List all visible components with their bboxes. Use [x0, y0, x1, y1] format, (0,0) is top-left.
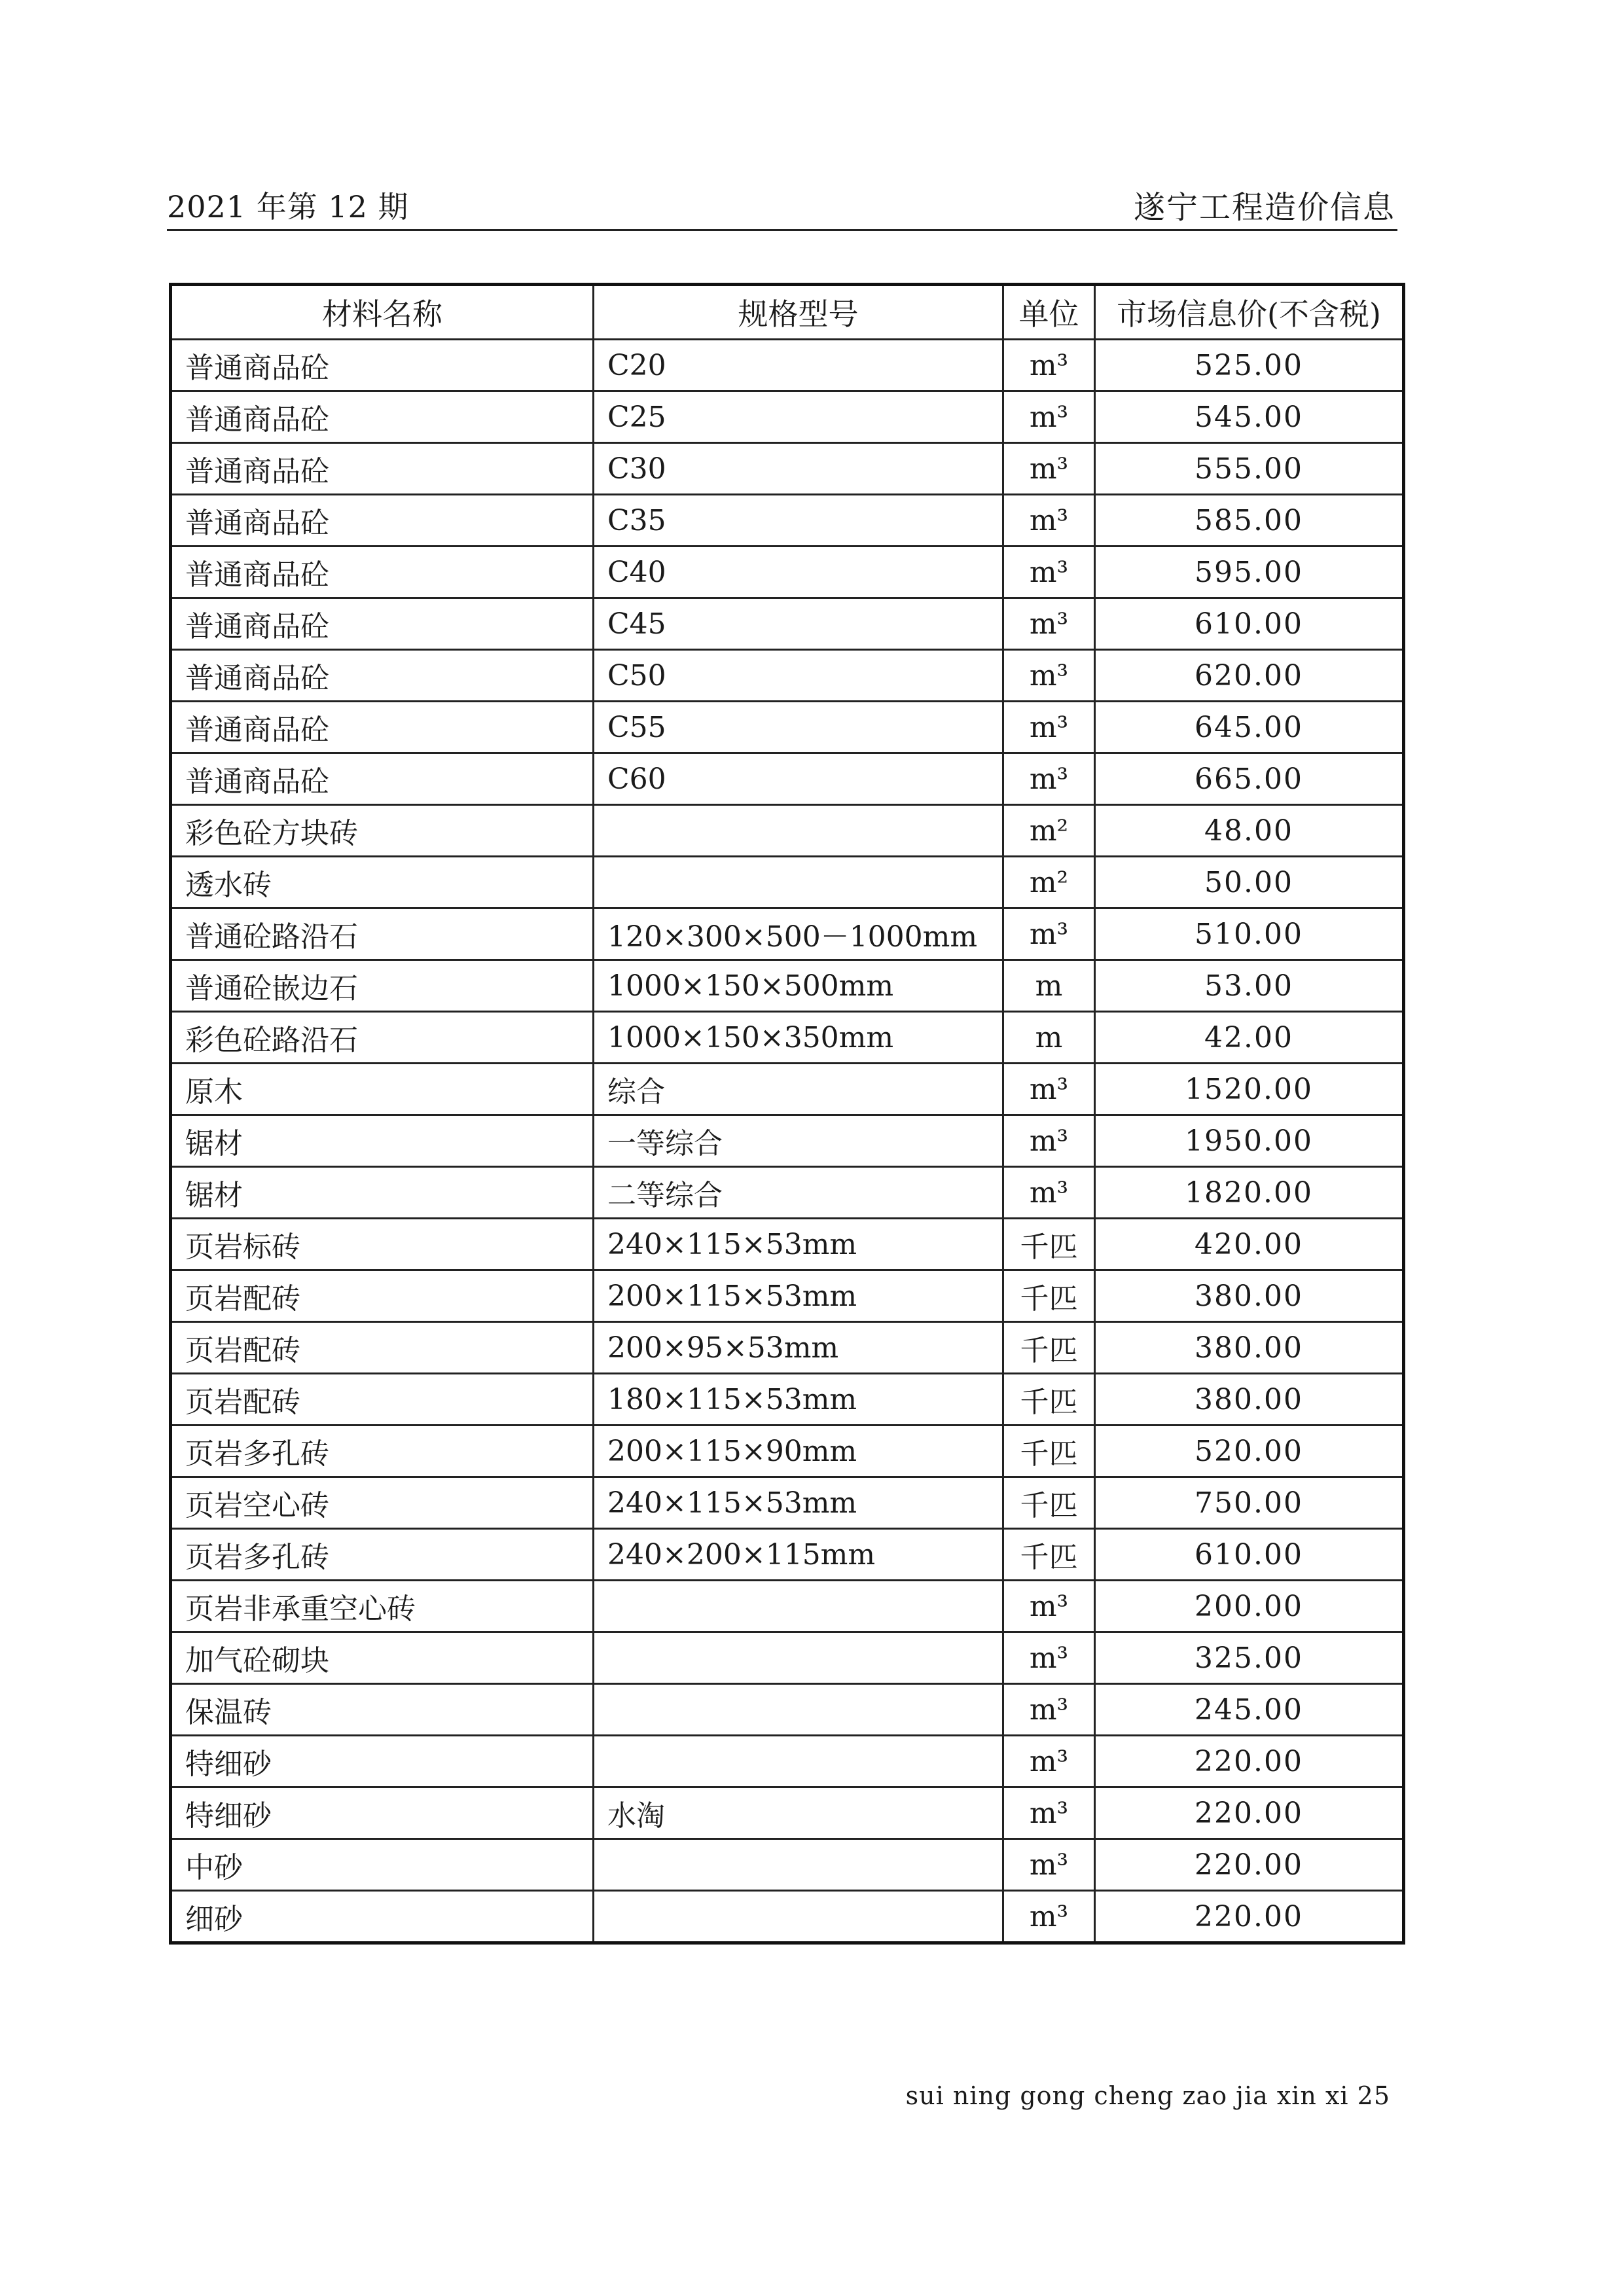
price-cell: 1950.00: [1095, 1115, 1404, 1167]
table-row: [171, 1426, 1404, 1477]
material-name-cell: 特细砂: [171, 1736, 594, 1787]
material-name-cell: 页岩多孔砖: [171, 1426, 594, 1477]
price-cell: 200.00: [1095, 1581, 1404, 1632]
material-name-cell: 普通砼嵌边石: [171, 960, 594, 1012]
table-row: [171, 547, 1404, 598]
material-name-cell: 透水砖: [171, 857, 594, 908]
table-row: [171, 443, 1404, 495]
spec-cell: [594, 857, 1003, 908]
material-name-cell: 页岩非承重空心砖: [171, 1581, 594, 1632]
material-name-cell: 特细砂: [171, 1787, 594, 1839]
table-row: [171, 391, 1404, 443]
spec-cell: [594, 1839, 1003, 1891]
price-cell: 595.00: [1095, 547, 1404, 598]
spec-cell: C20: [594, 340, 1003, 391]
footer-page-label: sui ning gong cheng zao jia xin xi 25: [905, 2081, 1390, 2110]
unit-cell: 千匹: [1003, 1426, 1095, 1477]
price-cell: 220.00: [1095, 1891, 1404, 1943]
material-name-cell: 原木: [171, 1064, 594, 1115]
table-row: [171, 753, 1404, 805]
table-row: [171, 1736, 1404, 1787]
price-cell: 620.00: [1095, 650, 1404, 702]
unit-cell: 千匹: [1003, 1270, 1095, 1322]
spec-cell: C60: [594, 753, 1003, 805]
price-cell: 50.00: [1095, 857, 1404, 908]
price-cell: 42.00: [1095, 1012, 1404, 1064]
column-header-price: 市场信息价(不含税): [1095, 285, 1404, 340]
table-row: [171, 1064, 1404, 1115]
spec-cell: 180×115×53mm: [594, 1374, 1003, 1426]
material-name-cell: 锯材: [171, 1115, 594, 1167]
unit-cell: 千匹: [1003, 1219, 1095, 1270]
unit-cell: m³: [1003, 702, 1095, 753]
spec-cell: [594, 1684, 1003, 1736]
material-name-cell: 普通商品砼: [171, 391, 594, 443]
price-cell: 380.00: [1095, 1270, 1404, 1322]
price-cell: 645.00: [1095, 702, 1404, 753]
price-cell: 525.00: [1095, 340, 1404, 391]
column-header-unit: 单位: [1003, 285, 1095, 340]
spec-cell: [594, 1891, 1003, 1943]
spec-cell: 200×115×53mm: [594, 1270, 1003, 1322]
material-name-cell: 页岩配砖: [171, 1374, 594, 1426]
price-cell: 220.00: [1095, 1787, 1404, 1839]
spec-cell: C25: [594, 391, 1003, 443]
material-name-cell: 页岩配砖: [171, 1270, 594, 1322]
material-name-cell: 普通商品砼: [171, 702, 594, 753]
spec-cell: [594, 805, 1003, 857]
price-cell: 420.00: [1095, 1219, 1404, 1270]
unit-cell: 千匹: [1003, 1322, 1095, 1374]
unit-cell: m³: [1003, 495, 1095, 547]
unit-cell: m³: [1003, 1839, 1095, 1891]
material-name-cell: 彩色砼路沿石: [171, 1012, 594, 1064]
material-name-cell: 页岩空心砖: [171, 1477, 594, 1529]
price-cell: 380.00: [1095, 1322, 1404, 1374]
table-row: [171, 857, 1404, 908]
price-cell: 380.00: [1095, 1374, 1404, 1426]
spec-cell: C35: [594, 495, 1003, 547]
spec-cell: 240×115×53mm: [594, 1477, 1003, 1529]
material-name-cell: 中砂: [171, 1839, 594, 1891]
table-row: [171, 495, 1404, 547]
price-cell: 220.00: [1095, 1736, 1404, 1787]
material-name-cell: 页岩配砖: [171, 1322, 594, 1374]
table-row: [171, 598, 1404, 650]
unit-cell: m³: [1003, 908, 1095, 960]
spec-cell: 水淘: [594, 1787, 1003, 1839]
unit-cell: m³: [1003, 547, 1095, 598]
price-cell: 750.00: [1095, 1477, 1404, 1529]
header-divider: [167, 229, 1397, 231]
price-cell: 510.00: [1095, 908, 1404, 960]
spec-cell: 二等综合: [594, 1167, 1003, 1219]
unit-cell: m³: [1003, 598, 1095, 650]
price-cell: 53.00: [1095, 960, 1404, 1012]
price-cell: 665.00: [1095, 753, 1404, 805]
unit-cell: m³: [1003, 1684, 1095, 1736]
table-header-row: [171, 285, 1404, 340]
unit-cell: m³: [1003, 391, 1095, 443]
issue-label: 2021 年第 12 期: [167, 189, 409, 224]
price-cell: 48.00: [1095, 805, 1404, 857]
price-cell: 610.00: [1095, 1529, 1404, 1581]
unit-cell: m³: [1003, 1787, 1095, 1839]
material-name-cell: 保温砖: [171, 1684, 594, 1736]
table-row: [171, 1322, 1404, 1374]
material-name-cell: 加气砼砌块: [171, 1632, 594, 1684]
material-name-cell: 细砂: [171, 1891, 594, 1943]
unit-cell: m³: [1003, 1115, 1095, 1167]
unit-cell: m³: [1003, 1736, 1095, 1787]
spec-cell: [594, 1736, 1003, 1787]
price-cell: 1820.00: [1095, 1167, 1404, 1219]
material-name-cell: 锯材: [171, 1167, 594, 1219]
material-name-cell: 普通砼路沿石: [171, 908, 594, 960]
spec-cell: 200×95×53mm: [594, 1322, 1003, 1374]
table-row: [171, 702, 1404, 753]
price-cell: 555.00: [1095, 443, 1404, 495]
table-row: [171, 805, 1404, 857]
material-name-cell: 页岩标砖: [171, 1219, 594, 1270]
spec-cell: C50: [594, 650, 1003, 702]
price-cell: 1520.00: [1095, 1064, 1404, 1115]
unit-cell: m³: [1003, 443, 1095, 495]
material-name-cell: 普通商品砼: [171, 753, 594, 805]
table-row: [171, 1374, 1404, 1426]
material-name-cell: 普通商品砼: [171, 443, 594, 495]
spec-cell: [594, 1632, 1003, 1684]
price-cell: 245.00: [1095, 1684, 1404, 1736]
table-row: [171, 340, 1404, 391]
unit-cell: m³: [1003, 1167, 1095, 1219]
unit-cell: m³: [1003, 753, 1095, 805]
table-body: [171, 340, 1404, 1943]
publication-title: 遂宁工程造价信息: [1133, 189, 1395, 226]
unit-cell: 千匹: [1003, 1529, 1095, 1581]
spec-cell: 200×115×90mm: [594, 1426, 1003, 1477]
table-row: [171, 908, 1404, 960]
material-price-table: [169, 283, 1405, 1945]
table-row: [171, 960, 1404, 1012]
spec-cell: 120×300×500－1000mm: [594, 908, 1003, 960]
spec-cell: C30: [594, 443, 1003, 495]
spec-cell: 综合: [594, 1064, 1003, 1115]
spec-cell: C40: [594, 547, 1003, 598]
table-row: [171, 1581, 1404, 1632]
table-row: [171, 1787, 1404, 1839]
unit-cell: m³: [1003, 650, 1095, 702]
table-row: [171, 1167, 1404, 1219]
column-header-name: 材料名称: [171, 285, 594, 340]
table-row: [171, 1891, 1404, 1943]
spec-cell: 1000×150×350mm: [594, 1012, 1003, 1064]
table-row: [171, 1684, 1404, 1736]
unit-cell: m³: [1003, 1064, 1095, 1115]
price-cell: 220.00: [1095, 1839, 1404, 1891]
table-row: [171, 1839, 1404, 1891]
spec-cell: 一等综合: [594, 1115, 1003, 1167]
unit-cell: m²: [1003, 805, 1095, 857]
table-row: [171, 1115, 1404, 1167]
unit-cell: m²: [1003, 857, 1095, 908]
price-cell: 610.00: [1095, 598, 1404, 650]
material-name-cell: 页岩多孔砖: [171, 1529, 594, 1581]
material-name-cell: 普通商品砼: [171, 547, 594, 598]
material-name-cell: 彩色砼方块砖: [171, 805, 594, 857]
table-row: [171, 1012, 1404, 1064]
unit-cell: m³: [1003, 1581, 1095, 1632]
material-name-cell: 普通商品砼: [171, 340, 594, 391]
spec-cell: C55: [594, 702, 1003, 753]
table-row: [171, 1270, 1404, 1322]
spec-cell: [594, 1581, 1003, 1632]
unit-cell: m³: [1003, 1632, 1095, 1684]
material-name-cell: 普通商品砼: [171, 650, 594, 702]
table-row: [171, 650, 1404, 702]
spec-cell: 240×200×115mm: [594, 1529, 1003, 1581]
table-row: [171, 1477, 1404, 1529]
table-row: [171, 1632, 1404, 1684]
price-cell: 520.00: [1095, 1426, 1404, 1477]
unit-cell: m: [1003, 960, 1095, 1012]
spec-cell: 240×115×53mm: [594, 1219, 1003, 1270]
table-row: [171, 1219, 1404, 1270]
price-cell: 545.00: [1095, 391, 1404, 443]
table-row: [171, 1529, 1404, 1581]
price-cell: 585.00: [1095, 495, 1404, 547]
unit-cell: 千匹: [1003, 1477, 1095, 1529]
spec-cell: C45: [594, 598, 1003, 650]
material-name-cell: 普通商品砼: [171, 495, 594, 547]
column-header-spec: 规格型号: [594, 285, 1003, 340]
material-name-cell: 普通商品砼: [171, 598, 594, 650]
unit-cell: m³: [1003, 1891, 1095, 1943]
unit-cell: 千匹: [1003, 1374, 1095, 1426]
spec-cell: 1000×150×500mm: [594, 960, 1003, 1012]
unit-cell: m: [1003, 1012, 1095, 1064]
price-cell: 325.00: [1095, 1632, 1404, 1684]
unit-cell: m³: [1003, 340, 1095, 391]
